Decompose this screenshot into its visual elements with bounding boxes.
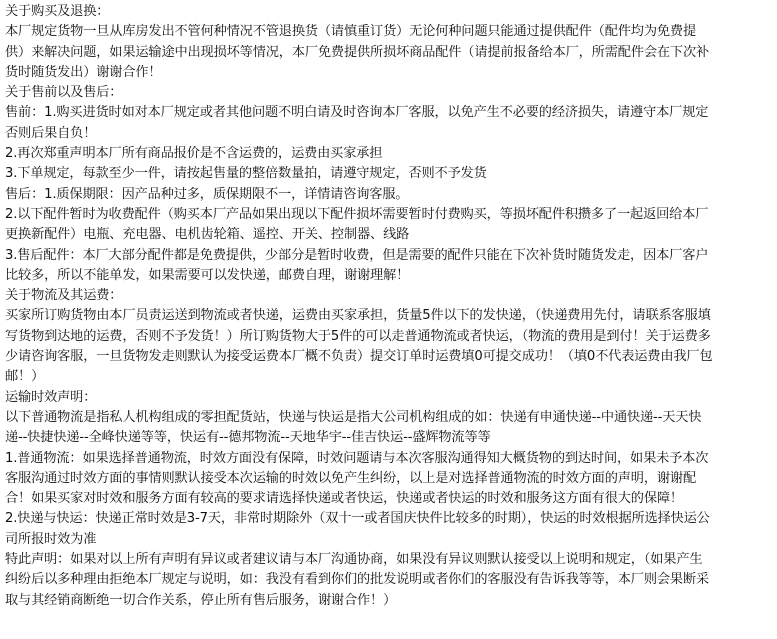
- text-line: 2.再次郑重声明本厂所有商品报价是不含运费的，运费由买家承担: [5, 146, 383, 162]
- text-line: 售前：1.购买进货时如对本厂规定或者其他问题不明白请及时咨询本厂客服，以免产生不必要的经济损失，请遵守本厂规定: [5, 105, 709, 121]
- text-line: 关于售前以及售后：: [5, 85, 123, 101]
- text-line: 更换新配件）电瓶、充电器、电机齿轮箱、遥控、开关、控制器、线路: [5, 227, 410, 243]
- text-line: 取与其经销商断绝一切合作关系，停止所有售后服务，谢谢合作！）: [5, 592, 397, 608]
- text-line: 否则后果自负！: [5, 125, 97, 141]
- text-line: 特此声明：如果对以上所有声明有异议或者建议请与本厂沟通协商，如果没有异议则默认接受以上说明和规定，（如果产生: [5, 552, 703, 568]
- text-line: 2.快递与快运：快递正常时效是3-7天，非常时期除外（双十一或者国庆快件比较多的时期），快运的时效根据所选择快运公: [5, 511, 710, 527]
- text-line: 纠纷后以多种理由拒绝本厂规定与说明，如：我没有看到你们的批发说明或者你们的客服没有告诉我等等，本厂则会果断采: [5, 572, 710, 588]
- text-line: 以下普通物流是指私人机构组成的零担配货站，快递与快运是指大公司机构组成的如：快递有申通快递--中通快递--天天快: [5, 409, 702, 425]
- text-line: 少请咨询客服，一旦货物发走则默认为接受运费本厂概不负责）提交订单时运费填0可提交成功！（填0不代表运费由我厂包: [5, 349, 713, 365]
- text-line: 司所报时效为准: [5, 531, 97, 547]
- text-line: 买家所订购货物由本厂员责运送到物流或者快递，运费由买家承担，货量5件以下的发快递，（快递费用先付，请联系客服填: [5, 308, 711, 324]
- text-line: 3.售后配件：本厂大部分配件都是免费提供，少部分是暂时收费，但是需要的配件只能在下次补货时随货发走，因本厂客户: [5, 247, 709, 263]
- text-line: 关于物流及其运费：: [5, 288, 123, 304]
- text-line: 合！如果买家对时效和服务方面有较高的要求请选择快递或者快运，快递或者快运的时效和服务这方面有很大的保障！: [5, 491, 683, 507]
- text-line: 供）来解决问题，如果运输途中出现损坏等情况，本厂免费提供所损坏商品配件（请提前报备给本厂，所需配件会在下次补: [5, 44, 710, 60]
- text-line: 1.普通物流：如果选择普通物流，时效方面没有保障，时效问题请与本次客服沟通得知大概货物的到达时间，如果未予本次: [5, 450, 709, 466]
- text-line: 比较多，所以不能单发，如果需要可以发快递，邮费自理，谢谢理解！: [5, 267, 410, 283]
- text-line: 3.下单规定，每款至少一件，请按起售量的整倍数量拍，请遵守规定，否则不予发货: [5, 166, 487, 182]
- text-line: 关于购买及退换：: [5, 4, 110, 19]
- text-line: 2.以下配件暂时为收费配件（购买本厂产品如果出现以下配件损坏需要暂时付费购买，等损坏配件积攒多了一起返回给本厂: [5, 206, 709, 222]
- text-line: 本厂规定货物一旦从库房发出不管何种情况不管退换货（请慎重订货）无论何种问题只能通过提供配件（配件均为免费提: [5, 24, 696, 40]
- text-line: 写货物到达地的运费，否则不予发货！）所订购货物大于5件的可以走普通物流或者快运，（物流的费用是到付！关于运费多: [5, 328, 711, 344]
- text-line: 递--快捷快递--全峰快递等等，快运有--德邦物流--天地华宇--佳吉快运--盛辉物流等等: [5, 430, 491, 446]
- text-line: 运输时效声明：: [5, 389, 97, 405]
- text-line: 客服沟通过时效方面的事情则默认接受本次运输的时效以免产生纠纷，以上是对选择普通物流的时效方面的声明，谢谢配: [5, 470, 696, 486]
- text-line: 售后：1.质保期限：因产品种过多，质保期限不一，详情请咨询客服。: [5, 186, 409, 202]
- text-line: 货时随货发出）谢谢合作！: [5, 64, 162, 80]
- text-line: 邮！）: [5, 369, 45, 385]
